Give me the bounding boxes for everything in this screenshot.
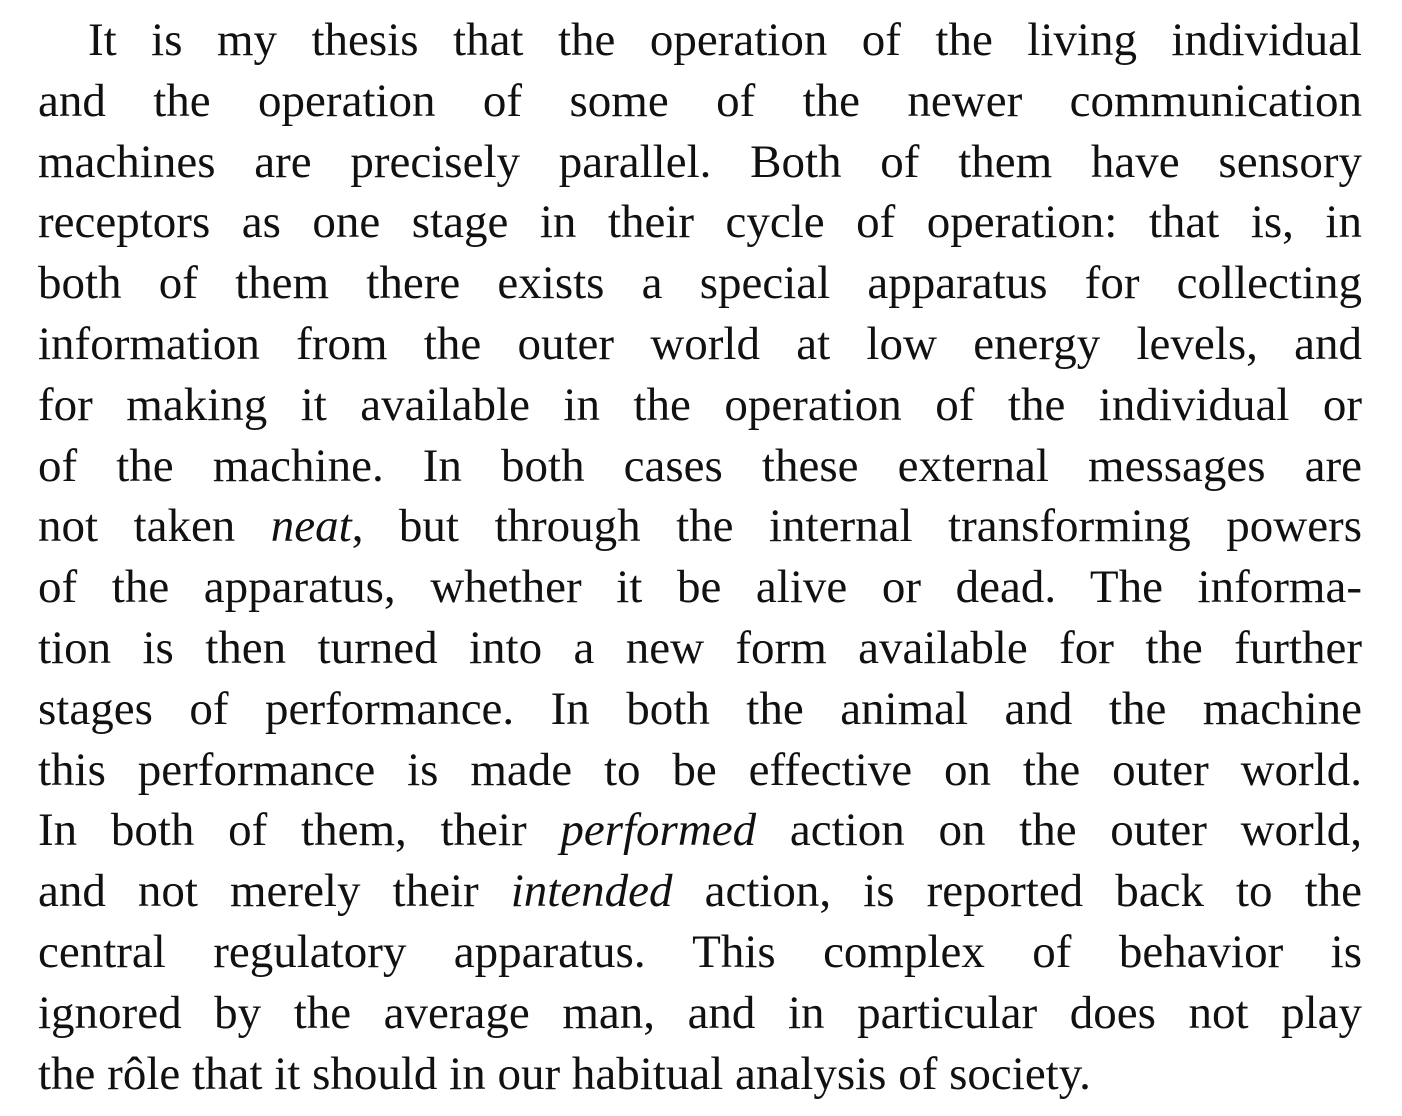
text-segment: ignored by the average man, and in particular does not play	[38, 986, 1362, 1039]
text-segment: this performance is made to be effective on the outer world.	[38, 743, 1362, 796]
text-segment: stages of performance. In both the animal and the machine	[38, 682, 1362, 735]
italic-word: neat	[270, 500, 352, 553]
text-line	[38, 922, 1362, 983]
text-line	[38, 375, 1362, 436]
text-segment: central regulatory apparatus. This complex of behavior is	[38, 925, 1362, 978]
text-line	[38, 983, 1362, 1044]
text-line	[38, 314, 1362, 375]
text-segment: and not merely their	[38, 865, 511, 918]
text-segment: not taken	[38, 500, 271, 553]
body-paragraph	[38, 10, 1362, 1104]
italic-word: intended	[510, 865, 673, 918]
text-segment: It is my thesis that the operation of the living individual	[88, 14, 1362, 66]
text-segment: for making it available in the operation of the individual or	[38, 378, 1362, 431]
text-line	[38, 557, 1362, 618]
text-segment: of the apparatus, whether it be alive or dead. The informa-	[38, 561, 1362, 614]
text-line	[38, 740, 1362, 801]
text-segment: receptors as one stage in their cycle of operation: that is, in	[38, 196, 1362, 249]
text-segment: In both of them, their	[38, 804, 561, 857]
text-segment: the rôle that it should in our habitual analysis of society.	[38, 1047, 1091, 1100]
text-line	[38, 192, 1362, 253]
italic-word: performed	[560, 804, 757, 857]
text-line	[38, 10, 1362, 71]
text-segment: action on the outer world,	[756, 804, 1362, 857]
text-line	[38, 1044, 1362, 1105]
text-segment: of the machine. In both cases these external messages are	[38, 439, 1362, 492]
text-line	[38, 253, 1362, 314]
document-page	[38, 10, 1362, 1116]
text-line	[38, 496, 1362, 557]
text-line	[38, 618, 1362, 679]
text-segment: action, is reported back to the	[672, 865, 1362, 918]
text-segment: information from the outer world at low energy levels, and	[38, 317, 1362, 370]
text-segment: tion is then turned into a new form available for the further	[38, 621, 1362, 674]
text-line	[38, 132, 1362, 193]
text-line	[38, 800, 1362, 861]
text-segment: machines are precisely parallel. Both of them have sensory	[38, 135, 1362, 188]
text-line	[38, 861, 1362, 922]
text-segment: and the operation of some of the newer communication	[38, 74, 1362, 127]
text-segment: , but through the internal transforming powers	[351, 500, 1362, 553]
text-line	[38, 436, 1362, 497]
text-segment: both of them there exists a special apparatus for collecting	[38, 257, 1362, 310]
text-line	[38, 71, 1362, 132]
text-line	[38, 679, 1362, 740]
